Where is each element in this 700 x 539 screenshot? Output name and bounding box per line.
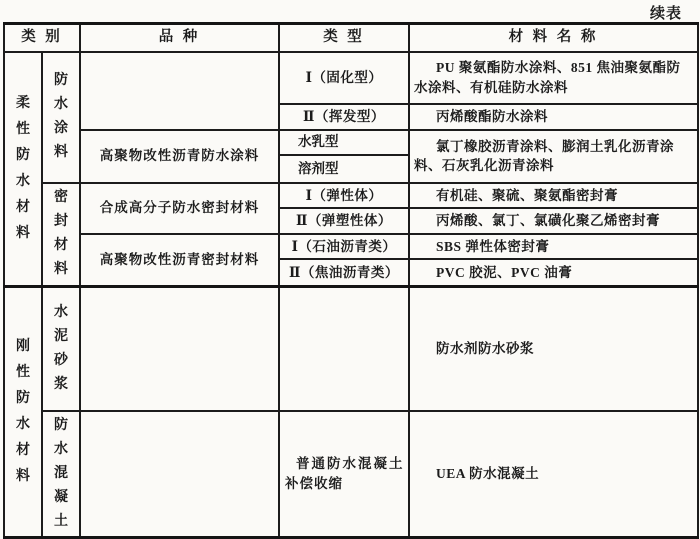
material-cell-petroleum: SBS 弹性体密封膏 [409,234,698,260]
material-cell-volatile: 丙烯酸酯防水涂料 [409,104,698,130]
type-cell-solvent: 溶剂型 [279,155,409,183]
type-cell-cured: Ⅰ（固化型） [279,52,409,104]
variety-cell-modified-bitumen-sealing: 高聚物改性沥青密封材料 [80,234,279,287]
material-cell-elastomer: 有机硅、聚硫、聚氨酯密封膏 [409,183,698,209]
subcategory-cell-concrete [42,411,80,537]
materials-table [3,22,699,539]
type-cell-water-emulsion: 水乳型 [279,130,409,155]
variety-cell-modified-bitumen-coating: 高聚物改性沥青防水涂料 [80,130,279,183]
material-cell-elastoplastic: 丙烯酸、氯丁、氯磺化聚乙烯密封膏 [409,208,698,234]
continued-table-label: 续表 [649,6,682,22]
subcategory-cell-sealing [42,183,80,287]
material-cell-mortar: 防水剂防水砂浆 [409,286,698,411]
variety-cell-empty-coating [80,52,279,130]
category-cell-rigid [4,286,42,537]
type-concrete-line1: 普通防水混凝土 [296,456,405,472]
material-cell-coaltar: PVC 胶泥、PVC 油膏 [409,259,698,286]
type-cell-elastomer: Ⅰ（弹性体） [279,183,409,209]
variety-cell-empty-mortar [80,286,279,411]
type-concrete-line2: 补偿收缩 [285,476,343,491]
variety-cell-polymer-sealing: 合成高分子防水密封材料 [80,183,279,234]
type-cell-empty-mortar [279,286,409,411]
variety-cell-empty-concrete [80,411,279,537]
type-cell-coaltar: Ⅱ（焦油沥青类） [279,259,409,286]
material-cell-cured: PU 聚氨酯防水涂料、851 焦油聚氨酯防水涂料、有机硅防水涂料 [409,52,698,104]
header-cell-material: 材 料 名 称 [409,24,698,53]
type-cell-elastoplastic: Ⅱ（弹塑性体） [279,208,409,234]
material-cell-modified-bitumen-coating: 氯丁橡胶沥青涂料、膨润土乳化沥青涂料、石灰乳化沥青涂料 [409,130,698,183]
type-cell-petroleum: Ⅰ（石油沥青类） [279,234,409,260]
category-label-rigid: 刚 性 防 水 材 料 [16,338,30,484]
subcategory-label-sealing: 密 封 材 料 [54,190,68,278]
subcategory-cell-mortar [42,286,80,411]
subcategory-cell-coating [42,52,80,183]
header-cell-category: 类 别 [4,24,80,53]
header-cell-type: 类 型 [279,24,409,53]
subcategory-label-coating: 防 水 涂 料 [54,73,68,161]
category-label-flexible: 柔 性 防 水 材 料 [16,95,30,241]
header-cell-variety: 品 种 [80,24,279,53]
type-cell-concrete [279,411,409,537]
type-cell-volatile: Ⅱ（挥发型） [279,104,409,130]
subcategory-label-concrete: 防 水 混 凝 土 [54,418,68,529]
subcategory-label-mortar: 水 泥 砂 浆 [54,305,68,392]
category-cell-flexible [4,52,42,286]
material-cell-concrete: UEA 防水混凝土 [409,411,698,537]
